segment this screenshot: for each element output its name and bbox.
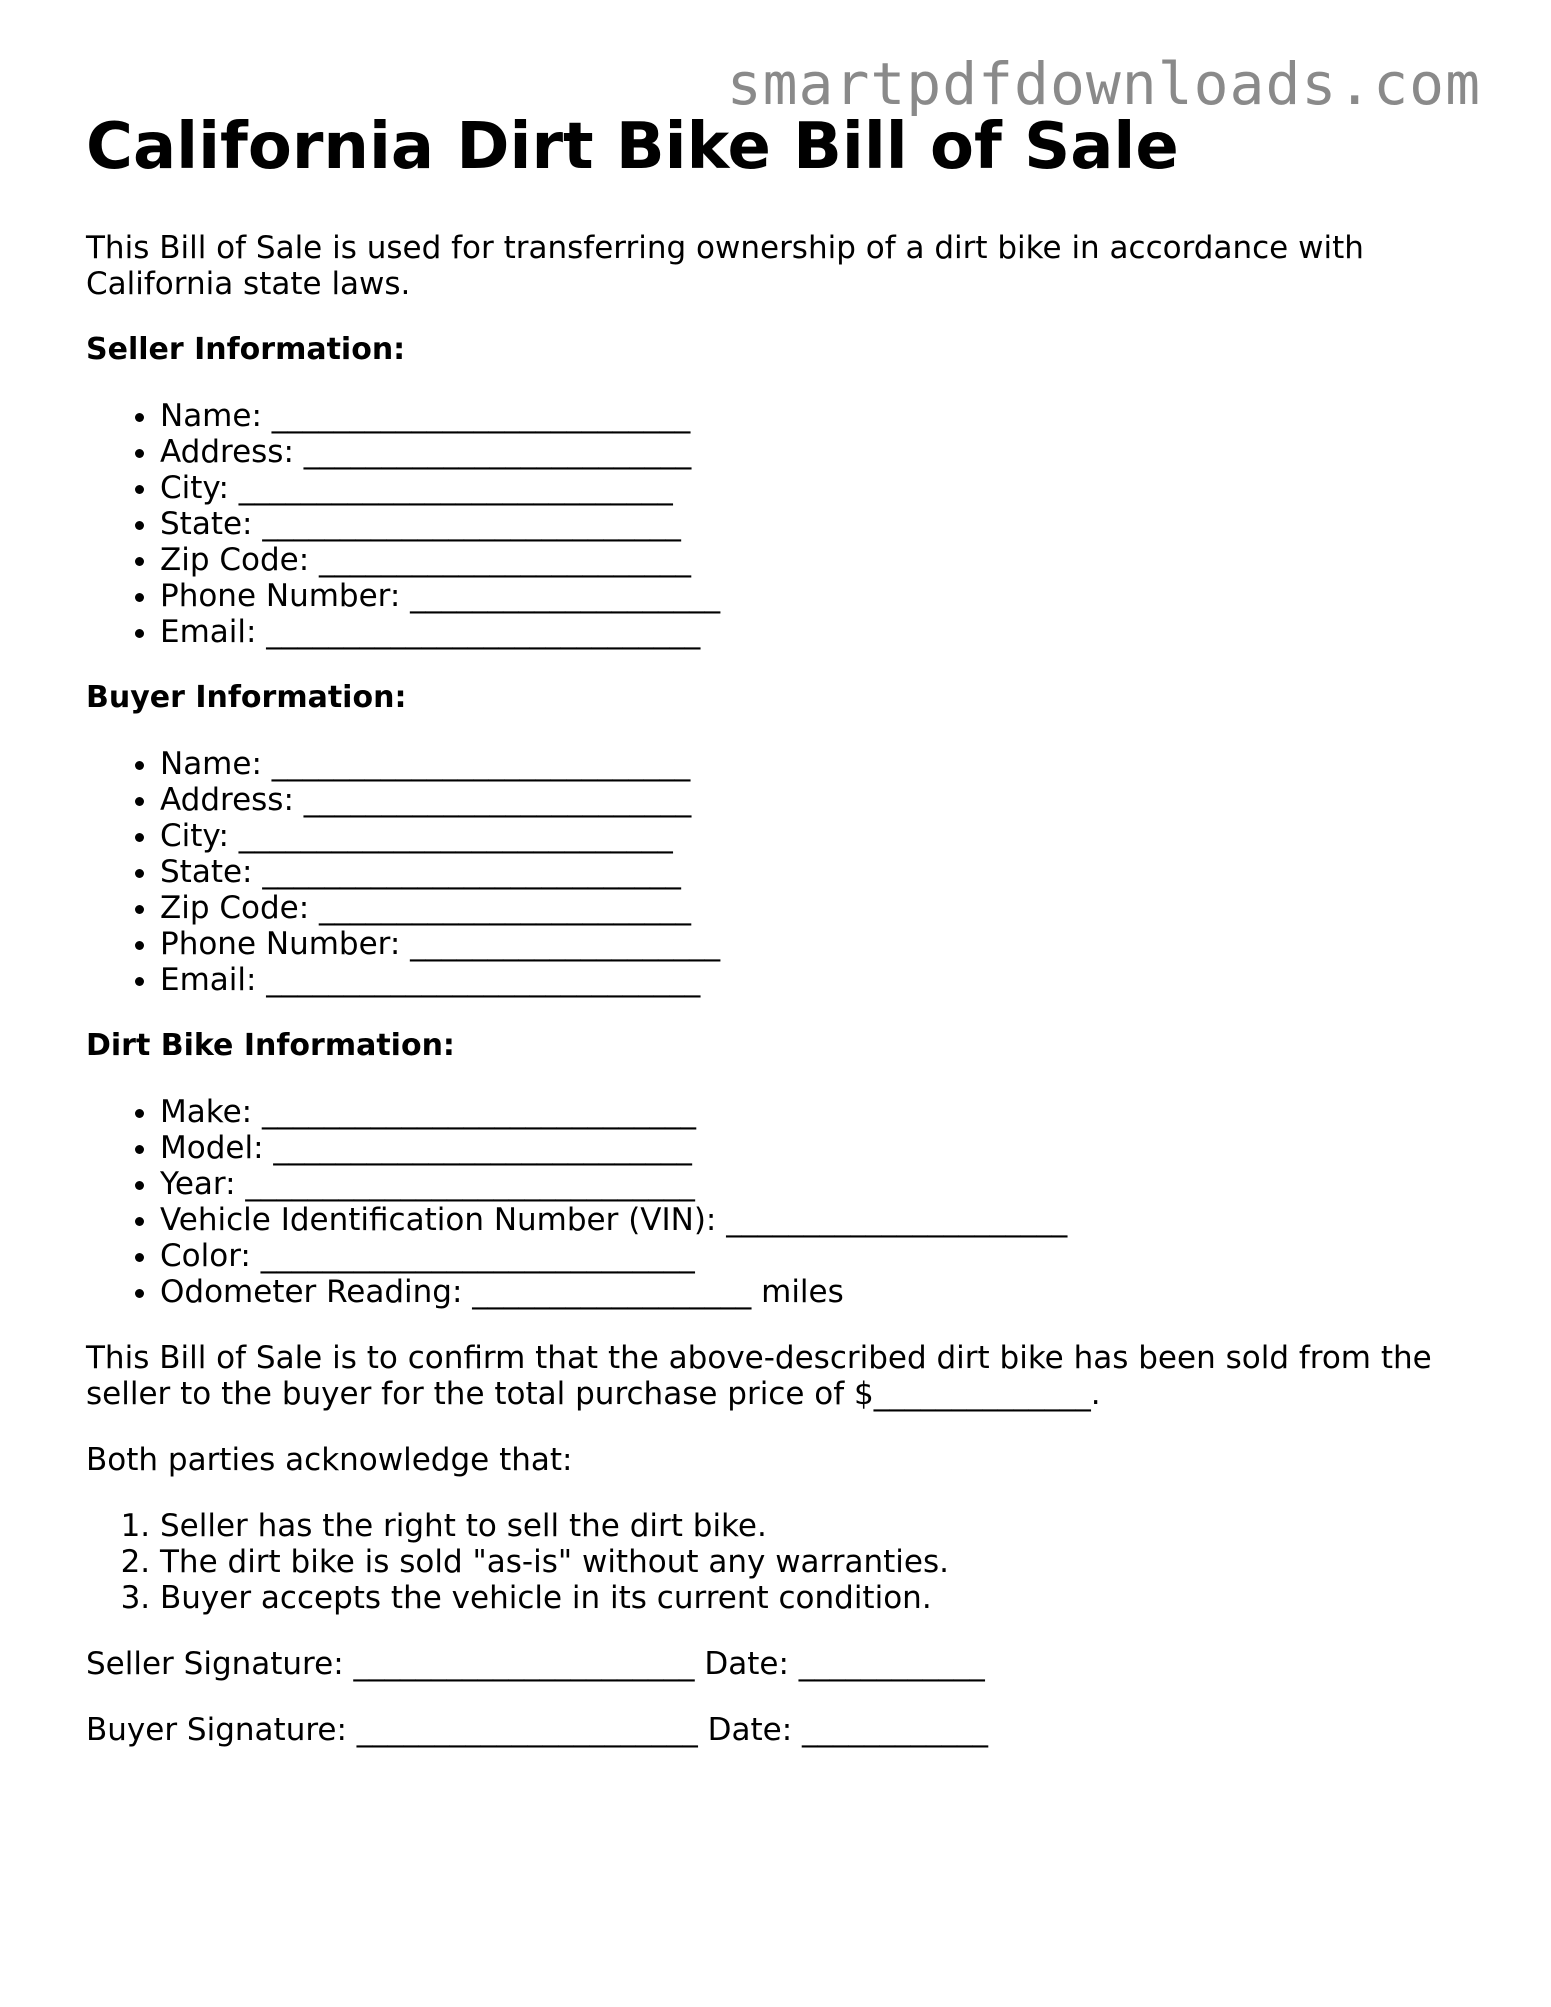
acknowledgement-item: 3. Buyer accepts the vehicle in its current condition. [160, 1580, 1476, 1616]
seller-state-field[interactable]: • State: ___________________________ [160, 506, 1476, 542]
bike-model-field[interactable]: • Model: ___________________________ [160, 1130, 1476, 1166]
buyer-zip-field[interactable]: • Zip Code: ________________________ [160, 890, 1476, 926]
bike-odometer-field[interactable]: • Odometer Reading: __________________ miles [160, 1274, 1476, 1310]
bike-year-field[interactable]: • Year: _____________________________ [160, 1166, 1476, 1202]
buyer-state-field[interactable]: • State: ___________________________ [160, 854, 1476, 890]
acknowledgement-item: 2. The dirt bike is sold "as-is" without any warranties. [160, 1544, 1476, 1580]
seller-signature-line[interactable]: Seller Signature: ______________________ Date: ____________ [86, 1646, 985, 1682]
buyer-name-field[interactable]: • Name: ___________________________ [160, 746, 1476, 782]
seller-email-field[interactable]: • Email: ____________________________ [160, 614, 1476, 650]
buyer-city-field[interactable]: • City: ____________________________ [160, 818, 1476, 854]
buyer-address-field[interactable]: • Address: _________________________ [160, 782, 1476, 818]
seller-phone-field[interactable]: • Phone Number: ____________________ [160, 578, 1476, 614]
buyer-email-field[interactable]: • Email: ____________________________ [160, 962, 1476, 998]
intro-paragraph: This Bill of Sale is used for transferring ownership of a dirt bike in accordance with California state laws. [86, 230, 1364, 302]
buyer-section-heading: Buyer Information: [86, 680, 407, 715]
buyer-phone-field[interactable]: • Phone Number: ____________________ [160, 926, 1476, 962]
buyer-signature-line[interactable]: Buyer Signature: ______________________ Date: ____________ [86, 1712, 989, 1748]
seller-city-field[interactable]: • City: ____________________________ [160, 470, 1476, 506]
acknowledgement-item: 1. Seller has the right to sell the dirt bike. [160, 1508, 1476, 1544]
acknowledgements-list [86, 1508, 1476, 1616]
document-title: California Dirt Bike Bill of Sale [86, 110, 1179, 184]
seller-address-field[interactable]: • Address: _________________________ [160, 434, 1476, 470]
buyer-fields-list [86, 746, 1476, 998]
seller-section-heading: Seller Information: [86, 332, 406, 367]
seller-zip-field[interactable]: • Zip Code: ________________________ [160, 542, 1476, 578]
watermark: smartpdfdownloads.com [726, 50, 1481, 118]
acknowledge-heading: Both parties acknowledge that: [86, 1442, 573, 1478]
bike-fields-list [86, 1094, 1476, 1310]
bike-color-field[interactable]: • Color: ____________________________ [160, 1238, 1476, 1274]
seller-name-field[interactable]: • Name: ___________________________ [160, 398, 1476, 434]
bike-section-heading: Dirt Bike Information: [86, 1028, 455, 1063]
document-page [86, 108, 1476, 1748]
seller-fields-list [86, 398, 1476, 650]
bike-make-field[interactable]: • Make: ____________________________ [160, 1094, 1476, 1130]
confirmation-paragraph: This Bill of Sale is to confirm that the above-described dirt bike has been sold from the seller to the buyer for the total purchase price of $______________. [86, 1340, 1432, 1412]
bike-vin-field[interactable]: • Vehicle Identification Number (VIN): ______________________ [160, 1202, 1476, 1238]
